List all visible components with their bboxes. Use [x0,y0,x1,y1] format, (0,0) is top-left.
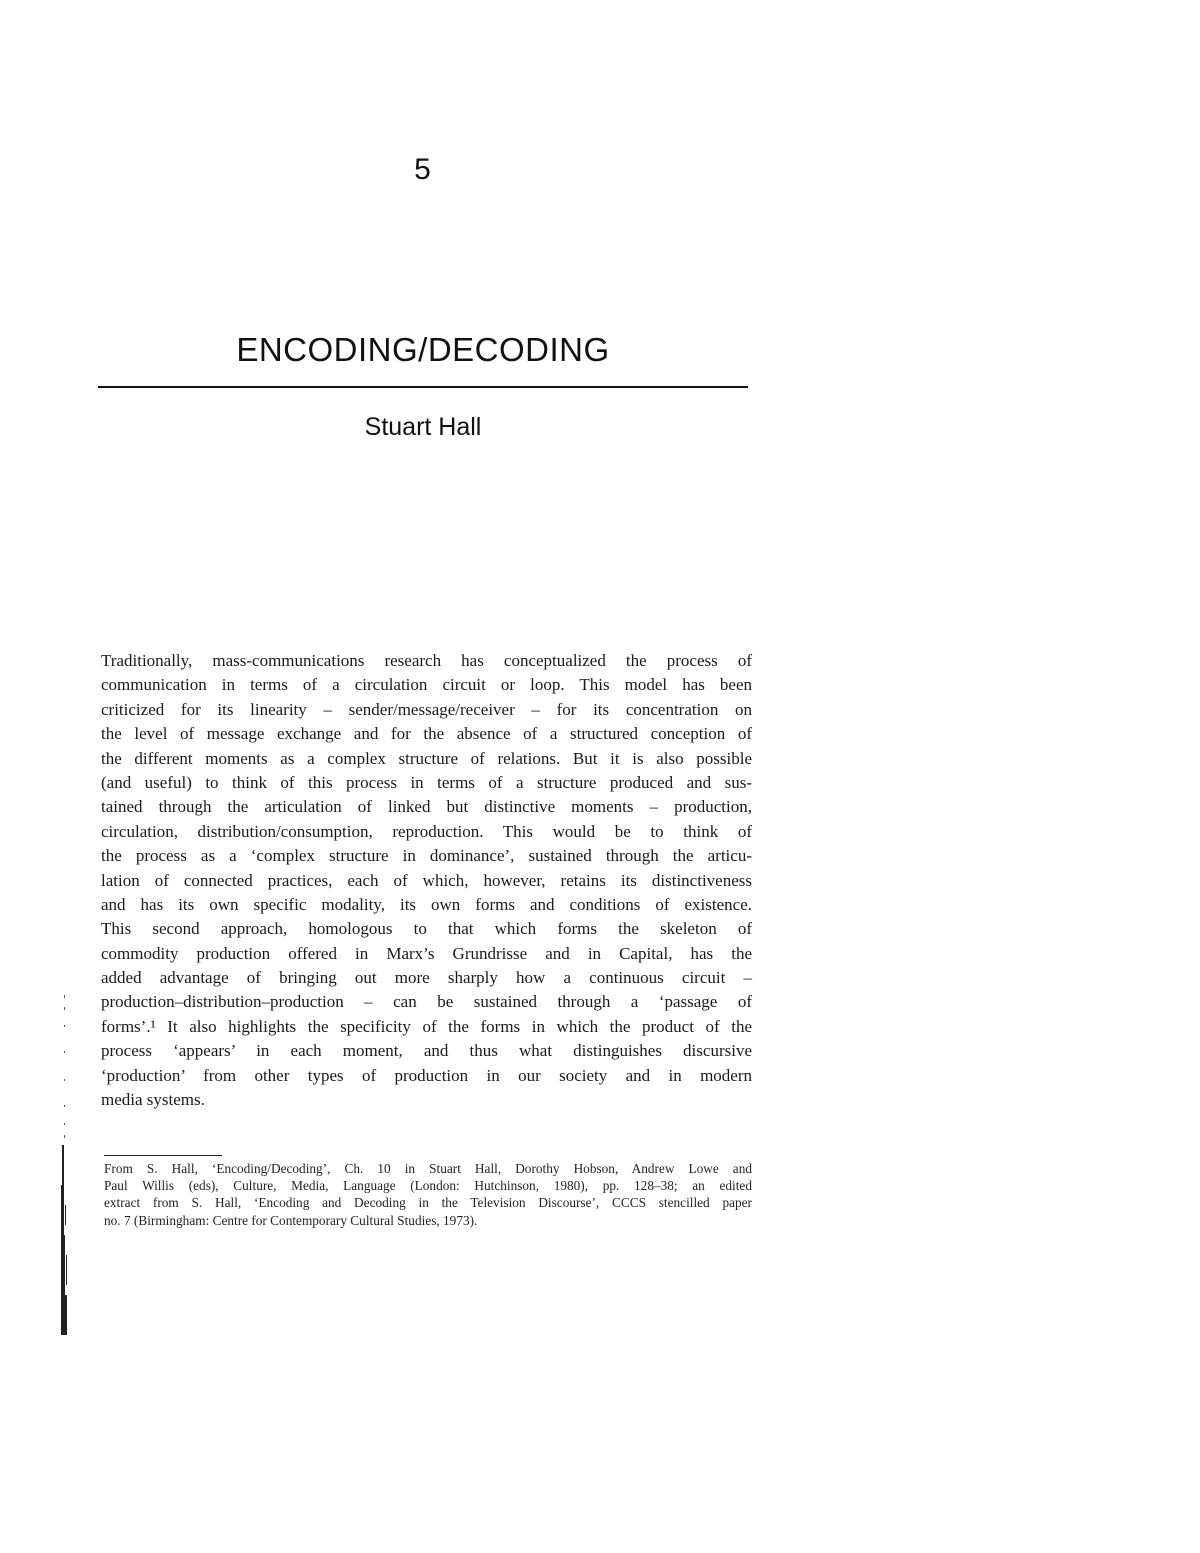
author-name: Stuart Hall [364,413,482,441]
scan-edge-artifact [58,995,88,1345]
body-line: (and useful) to think of this process in terms of a structure produced and sus- [101,772,752,792]
body-paragraph [101,649,752,1112]
body-line: the different moments as a complex structure of relations. But it is also possible [101,748,752,768]
body-line: the level of message exchange and for the absence of a structured conception of [101,724,752,744]
body-line: commodity production offered in Marx’s Grundrisse and in Capital, has the [101,943,752,963]
body-line: process ‘appears’ in each moment, and thus what distinguishes discursive [101,1041,752,1061]
footnote-line: no. 7 (Birmingham: Centre for Contemporary Cultural Studies, 1973). [104,1212,478,1228]
footnote-rule [104,1155,222,1156]
footnote [104,1160,752,1229]
body-line: communication in terms of a circulation circuit or loop. This model has been [101,675,752,695]
footnote-line: extract from S. Hall, ‘Encoding and Decoding in the Television Discourse’, CCCS stencilled paper [104,1195,752,1211]
body-line: the process as a ‘complex structure in dominance’, sustained through the articu- [101,846,752,866]
chapter-number: 5 [414,153,431,186]
body-line: forms’.¹ It also highlights the specificity of the forms in which the product of the [101,1016,752,1036]
body-line: added advantage of bringing out more sharply how a continuous circuit – [101,968,752,988]
body-line: and has its own specific modality, its own forms and conditions of existence. [101,894,752,914]
body-line: criticized for its linearity – sender/message/receiver – for its concentration on [101,699,752,719]
footnote-line: From S. Hall, ‘Encoding/Decoding’, Ch. 10 in Stuart Hall, Dorothy Hobson, Andrew Lowe and [104,1161,752,1176]
footnote-line: Paul Willis (eds), Culture, Media, Language (London: Hutchinson, 1980), pp. 128–38; an edited [104,1178,752,1194]
body-line: ‘production’ from other types of production in our society and in modern [101,1065,752,1085]
title-rule [98,386,748,388]
body-line: media systems. [101,1090,205,1110]
chapter-title: ENCODING/DECODING [236,331,610,368]
body-line: production–distribution–production – can be sustained through a ‘passage of [101,992,752,1012]
body-line: This second approach, homologous to that which forms the skeleton of [101,919,752,939]
body-line: tained through the articulation of linked but distinctive moments – production, [101,797,752,817]
body-line: Traditionally, mass-communications research has conceptualized the process of [101,651,752,670]
body-line: circulation, distribution/consumption, reproduction. This would be to think of [101,821,752,841]
body-line: lation of connected practices, each of which, however, retains its distinctiveness [101,870,752,890]
